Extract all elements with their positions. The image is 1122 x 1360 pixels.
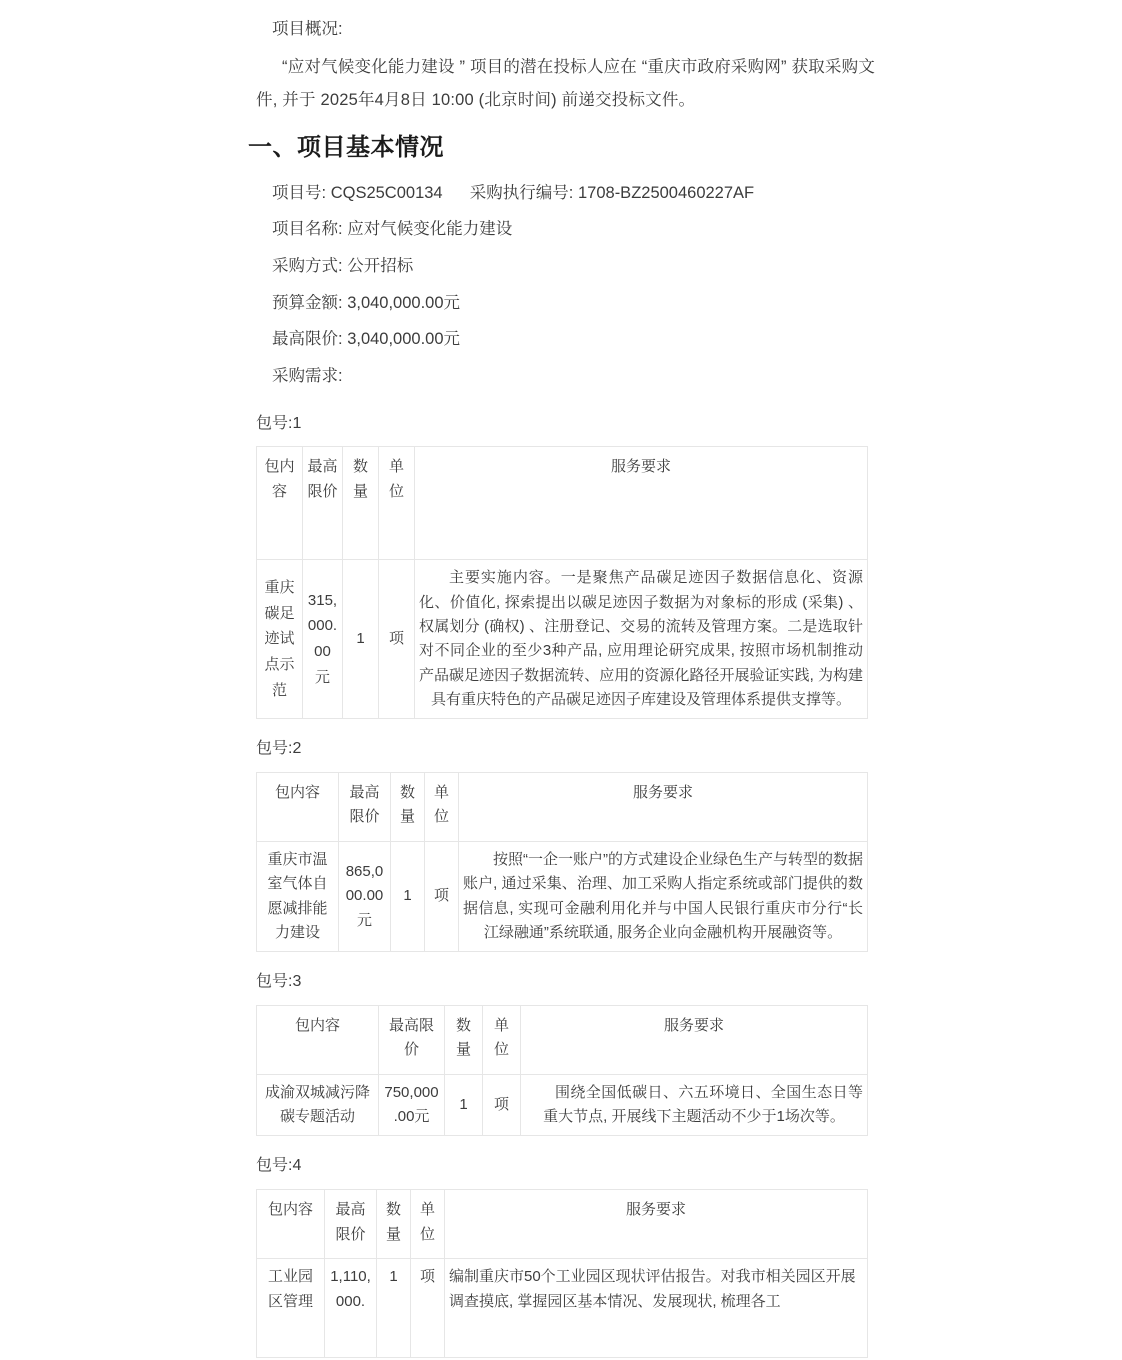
method-label: 采购方式: [272,256,343,275]
project-no-label: 项目号: [272,183,327,202]
header-qty: 数量 [391,772,425,841]
header-unit: 单位 [411,1190,445,1259]
info-line-project-name [272,212,876,247]
cell-package-qty: 1 [343,560,379,719]
package-label-3: 包号:3 [256,973,302,991]
cell-package-price: 315,000.00元 [303,560,343,719]
cell-package-unit: 项 [483,1074,521,1136]
method-value: 公开招标 [347,256,414,275]
info-line-ceiling [272,322,876,357]
info-line-requirement: 采购需求: [272,366,343,385]
cell-package-unit: 项 [379,560,415,719]
requirement-text: 主要实施内容。一是聚焦产品碳足迹因子数据信息化、资源化、价值化, 探索提出以碳足迹因子数据为对象标的形成 (采集) 、权属划分 (确权) 、注册登记、交易的流转及管理方案。二是选取针对不同企业的至少3种产品, 应用理论研究成果, 按照市场机制推动产品碳足迹因子数据流转、应用的资源化路径开展验证实践, 为构建具有重庆特色的产品碳足迹因子库建设及管理体系提供支撑等。 [419,569,863,708]
cell-package-unit: 项 [425,841,459,951]
document-content [248,14,876,1358]
table-row [257,1259,868,1358]
requirement-text: 按照“一企一账户”的方式建设企业绿色生产与转型的数据账户, 通过采集、治理、加工采购人指定系统或部门提供的数据信息, 实现可金融利用化并与中国人民银行重庆市分行“长江绿融通”系统联通, 服务企业向金融机构开展融资等。 [463,850,863,941]
table-header-row [257,1005,868,1074]
cell-package-name: 重庆碳足迹试点示范 [257,560,303,719]
info-line-budget [272,286,876,321]
cell-package-requirement [459,841,868,951]
cell-package-name: 重庆市温室气体自愿减排能力建设 [257,841,339,951]
cell-package-unit: 项 [411,1259,445,1358]
info-line-project-no [272,176,876,211]
header-name: 包内容 [257,772,339,841]
package-label-2: 包号:2 [256,740,302,758]
package-label-4: 包号:4 [256,1157,302,1175]
header-price: 最高限价 [325,1190,377,1259]
header-qty: 数量 [445,1005,483,1074]
header-requirement: 服务要求 [459,772,868,841]
exec-no-value: 1708-BZ2500460227AF [577,183,755,202]
header-qty: 数量 [343,447,379,560]
ceiling-value: 3,040,000.00元 [347,330,461,349]
project-name-label: 项目名称: [272,220,343,239]
table-row [257,841,868,951]
header-requirement: 服务要求 [445,1190,868,1259]
header-qty: 数量 [377,1190,411,1259]
cell-package-requirement: 编制重庆市50个工业园区现状评估报告。对我市相关园区开展调查摸底, 掌握园区基本情况、发展现状, 梳理各工 [445,1259,868,1358]
header-price: 最高限价 [379,1005,445,1074]
header-name: 包内容 [257,1005,379,1074]
ceiling-label: 最高限价: [272,330,343,349]
header-unit: 单位 [379,447,415,560]
cell-package-name: 成渝双城减污降碳专题活动 [257,1074,379,1136]
overview-paragraph: “应对气候变化能力建设 ” 项目的潜在投标人应在 “重庆市政府采购网” 获取采购文件, 并于 2025年4月8日 10:00 (北京时间) 前递交投标文件。 [256,58,876,109]
header-name: 包内容 [257,1190,325,1259]
cell-package-name: 工业园区管理 [257,1259,325,1358]
budget-label: 预算金额: [272,293,343,312]
table-header-row [257,1190,868,1259]
cell-package-price: 865,000.00元 [339,841,391,951]
table-header-row [257,772,868,841]
cell-package-requirement [521,1074,868,1136]
requirement-text: 围绕全国低碳日、六五环境日、全国生态日等重大节点, 开展线下主题活动不少于1场次等。 [543,1083,863,1126]
budget-value: 3,040,000.00元 [347,293,461,312]
package-table-3 [256,1005,868,1137]
section-title: 一、项目基本情况 [248,133,444,161]
table-header-row [257,447,868,560]
header-price: 最高限价 [303,447,343,560]
table-row [257,560,868,719]
cell-package-qty: 1 [391,841,425,951]
header-requirement: 服务要求 [521,1005,868,1074]
table-row [257,1074,868,1136]
package-table-1 [256,446,868,719]
cell-package-qty: 1 [377,1259,411,1358]
cell-package-qty: 1 [445,1074,483,1136]
header-requirement: 服务要求 [415,447,868,560]
header-unit: 单位 [425,772,459,841]
package-table-2 [256,772,868,952]
cell-package-price: 750,000.00元 [379,1074,445,1136]
cell-package-price: 1,110,000. [325,1259,377,1358]
header-name: 包内容 [257,447,303,560]
package-table-4 [256,1189,868,1358]
exec-no-label: 采购执行编号: [469,183,574,202]
header-price: 最高限价 [339,772,391,841]
header-unit: 单位 [483,1005,521,1074]
project-no-value: CQS25C00134 [330,183,443,202]
cell-package-requirement [415,560,868,719]
overview-label: 项目概况: [272,20,343,38]
package-label-1: 包号:1 [256,414,302,432]
info-line-method [272,249,876,284]
project-name-value: 应对气候变化能力建设 [347,220,513,239]
